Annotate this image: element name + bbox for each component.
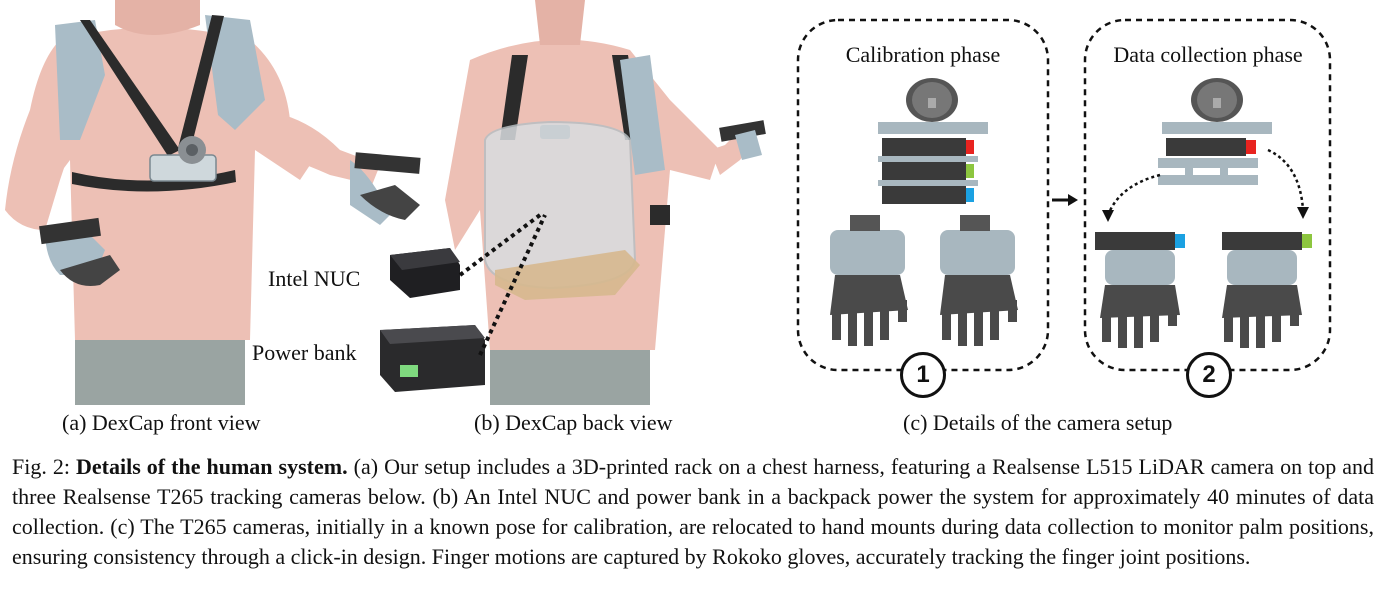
tracker-red-marker [966,140,974,154]
tracker-green-marker [966,164,974,178]
step-1-badge: 1 [900,352,946,398]
data-collection-phase-title: Data collection phase [1113,42,1303,67]
glove-right-2 [1222,232,1312,348]
caption-title: Details of the human system. [76,454,348,479]
intel-nuc-label: Intel NUC [268,266,361,291]
caption-body: (a) Our setup includes a 3D-printed rack on a chest harness, featuring a Realsense L515 LiDAR camera on top and three Realsense T265 tracking cameras below. (b) An Intel NUC and power bank in a backpack power the system for approximately 40 minutes of data collection. (c) The T265 cameras, initially in a known pose for calibration, are relocated to hand mounts during data collection to monitor palm positions, ensuring consistency through a click-in design. Finger motions are captured by Rokoko gloves, accurately tracking the finger joint positions. [12,454,1375,569]
subcaption-back-view: (b) DexCap back view [474,410,673,435]
tracker-blue-marker [966,188,974,202]
subcaption-camera-setup: (c) Details of the camera setup [903,410,1173,435]
glove-left-2 [940,215,1018,346]
glove-right-1 [1095,232,1185,348]
step-2-badge: 2 [1186,352,1232,398]
glove-left-1 [830,215,908,346]
panel-camera-setup [790,0,1380,410]
panel-back-view [250,0,780,410]
caption-prefix: Fig. 2: [12,454,70,479]
l515-camera-left [906,78,958,122]
l515-camera-right [1191,78,1243,122]
calibration-phase-title: Calibration phase [845,42,1001,67]
subcaption-front-view: (a) DexCap front view [62,410,261,435]
figure-caption [12,452,1374,572]
power-bank-label: Power bank [252,340,357,365]
